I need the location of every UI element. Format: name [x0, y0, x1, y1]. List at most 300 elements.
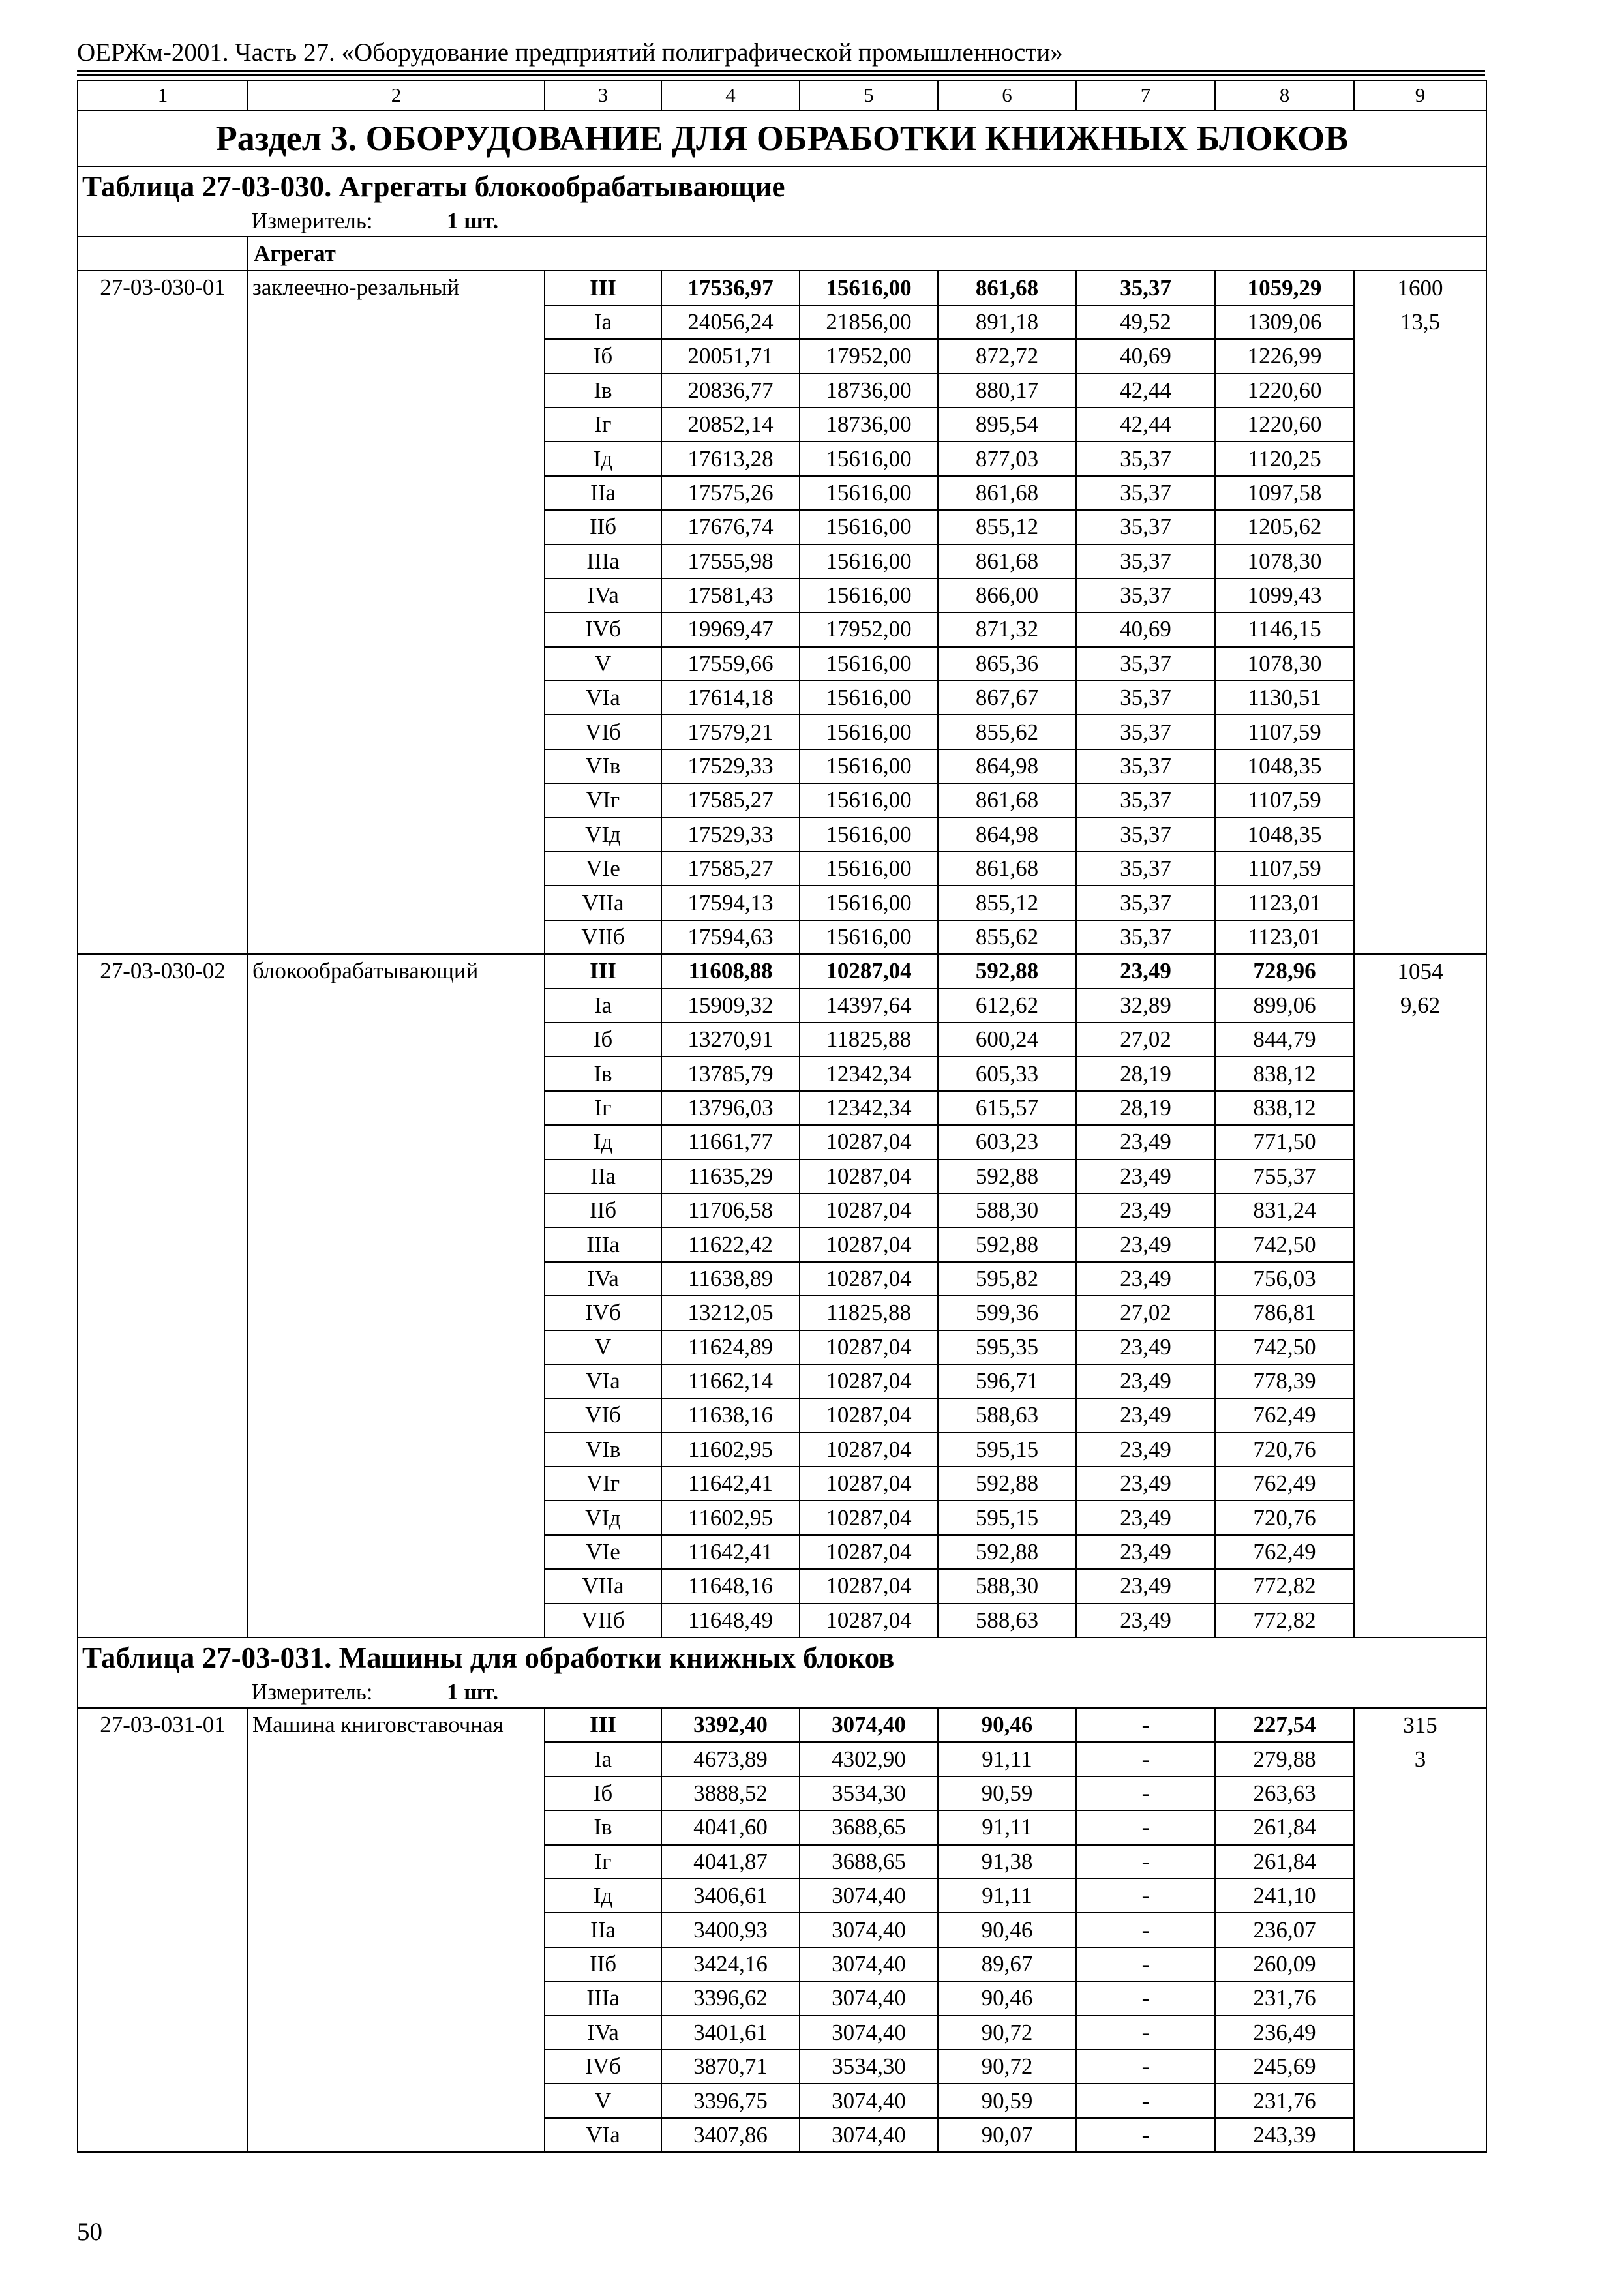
item-name-cont [248, 1330, 545, 1364]
value-cell: 15616,00 [800, 545, 938, 578]
table-row [78, 1501, 1486, 1534]
table-row [78, 510, 1486, 544]
zone-cell: VIIa [545, 886, 661, 920]
item-code-cont [78, 374, 248, 408]
value-cell: - [1076, 1708, 1215, 1742]
value-cell: 11825,88 [800, 1023, 938, 1056]
item-name-cont [248, 1159, 545, 1193]
value-cell: 18736,00 [800, 374, 938, 408]
value-cell: 23,49 [1076, 1398, 1215, 1432]
value-cell: 720,76 [1215, 1501, 1354, 1534]
zone-cell: IIa [545, 1913, 661, 1947]
col9-cell [1354, 1845, 1486, 1879]
item-code-cont [78, 715, 248, 749]
zone-cell: IIa [545, 1159, 661, 1193]
value-cell: 866,00 [938, 578, 1076, 612]
value-cell: 10287,04 [800, 1330, 938, 1364]
value-cell: 11661,77 [661, 1125, 800, 1159]
item-name-cont [248, 1091, 545, 1125]
item-code-cont [78, 2016, 248, 2050]
table-row [78, 1981, 1486, 2015]
col9-cell: 9,62 [1354, 989, 1486, 1023]
value-cell: 17676,74 [661, 510, 800, 544]
value-cell: 35,37 [1076, 749, 1215, 783]
zone-cell: VIд [545, 1501, 661, 1534]
value-cell: 15616,00 [800, 920, 938, 954]
item-code-cont [78, 1879, 248, 1913]
value-cell: 762,49 [1215, 1398, 1354, 1432]
value-cell: 15909,32 [661, 989, 800, 1023]
table-row [78, 1879, 1486, 1913]
item-name-cont [248, 476, 545, 510]
value-cell: 11608,88 [661, 954, 800, 988]
value-cell: 35,37 [1076, 886, 1215, 920]
value-cell: 91,11 [938, 1742, 1076, 1776]
value-cell: 3534,30 [800, 1776, 938, 1810]
value-cell: 236,07 [1215, 1913, 1354, 1947]
value-cell: 3074,40 [800, 2118, 938, 2152]
measure-value: 1 шт. [447, 208, 499, 233]
item-code-cont [78, 545, 248, 578]
table-row [78, 1262, 1486, 1296]
value-cell: 17585,27 [661, 852, 800, 886]
value-cell: - [1076, 2050, 1215, 2084]
col9-cell [1354, 374, 1486, 408]
value-cell: 23,49 [1076, 1227, 1215, 1261]
measure-label: Измеритель: [251, 1679, 373, 1705]
value-cell: 3074,40 [800, 1879, 938, 1913]
column-number: 3 [545, 80, 661, 110]
item-name-cont [248, 783, 545, 817]
value-cell: - [1076, 1913, 1215, 1947]
item-name-cont [248, 408, 545, 441]
measure-cell [78, 1677, 1486, 1708]
value-cell: 35,37 [1076, 783, 1215, 817]
col9-cell [1354, 578, 1486, 612]
value-cell: 15616,00 [800, 818, 938, 852]
item-name-cont [248, 612, 545, 646]
value-cell: 35,37 [1076, 510, 1215, 544]
item-name-cont [248, 1535, 545, 1569]
value-cell: 15616,00 [800, 715, 938, 749]
value-cell: 261,84 [1215, 1810, 1354, 1844]
item-code-cont [78, 920, 248, 954]
item-name-cont [248, 749, 545, 783]
value-cell: 261,84 [1215, 1845, 1354, 1879]
col9-cell [1354, 510, 1486, 544]
value-cell: 778,39 [1215, 1364, 1354, 1398]
item-name-cont [248, 1810, 545, 1844]
value-cell: 91,11 [938, 1879, 1076, 1913]
zone-cell: Iг [545, 1845, 661, 1879]
column-number-row [78, 80, 1486, 110]
value-cell: 40,69 [1076, 612, 1215, 646]
table-title: Таблица 27-03-031. Машины для обработки книжных блоков [78, 1638, 1486, 1677]
item-name-cont [248, 1125, 545, 1159]
value-cell: 17579,21 [661, 715, 800, 749]
item-name-cont [248, 1023, 545, 1056]
value-cell: 1146,15 [1215, 612, 1354, 646]
item-name-cont [248, 989, 545, 1023]
value-cell: 10287,04 [800, 1125, 938, 1159]
item-code-cont [78, 681, 248, 715]
value-cell: 772,82 [1215, 1569, 1354, 1603]
group-row [78, 237, 1486, 271]
item-name-cont [248, 818, 545, 852]
col9-cell [1354, 339, 1486, 373]
value-cell: 899,06 [1215, 989, 1354, 1023]
value-cell: 3870,71 [661, 2050, 800, 2084]
value-cell: 762,49 [1215, 1467, 1354, 1501]
table-row [78, 1845, 1486, 1879]
zone-cell: Iв [545, 1056, 661, 1090]
item-name-cont [248, 1296, 545, 1330]
value-cell: 90,07 [938, 2118, 1076, 2152]
table-row [78, 1159, 1486, 1193]
col9-cell [1354, 920, 1486, 954]
value-cell: 1097,58 [1215, 476, 1354, 510]
value-cell: 20051,71 [661, 339, 800, 373]
value-cell: 10287,04 [800, 954, 938, 988]
item-code-cont [78, 886, 248, 920]
value-cell: 17555,98 [661, 545, 800, 578]
value-cell: 11622,42 [661, 1227, 800, 1261]
zone-cell: V [545, 1330, 661, 1364]
item-name-cont [248, 1364, 545, 1398]
value-cell: 10287,04 [800, 1501, 938, 1534]
value-cell: 3392,40 [661, 1708, 800, 1742]
value-cell: 771,50 [1215, 1125, 1354, 1159]
col9-cell: 315 [1354, 1708, 1486, 1742]
value-cell: 3406,61 [661, 1879, 800, 1913]
item-name-cont [248, 1262, 545, 1296]
item-code-cont [78, 1569, 248, 1603]
col9-cell [1354, 441, 1486, 475]
item-code-cont [78, 1227, 248, 1261]
table-row [78, 2016, 1486, 2050]
value-cell: 21856,00 [800, 305, 938, 339]
col9-cell [1354, 408, 1486, 441]
item-code-cont [78, 852, 248, 886]
table-row [78, 1023, 1486, 1056]
value-cell: 1078,30 [1215, 647, 1354, 681]
item-name-cont [248, 2118, 545, 2152]
value-cell: 11642,41 [661, 1467, 800, 1501]
value-cell: 838,12 [1215, 1091, 1354, 1125]
table-title-row [78, 1638, 1486, 1677]
value-cell: 23,49 [1076, 1501, 1215, 1534]
zone-cell: VIг [545, 783, 661, 817]
value-cell: 10287,04 [800, 1262, 938, 1296]
value-cell: 1123,01 [1215, 886, 1354, 920]
item-code-cont [78, 441, 248, 475]
zone-cell: Iв [545, 374, 661, 408]
item-code-cont [78, 2118, 248, 2152]
value-cell: - [1076, 1981, 1215, 2015]
col9-cell [1354, 612, 1486, 646]
value-cell: 3688,65 [800, 1810, 938, 1844]
value-cell: 588,30 [938, 1193, 1076, 1227]
value-cell: 23,49 [1076, 1125, 1215, 1159]
value-cell: 861,68 [938, 852, 1076, 886]
value-cell: - [1076, 1776, 1215, 1810]
table-row [78, 1742, 1486, 1776]
table-row [78, 1227, 1486, 1261]
value-cell: 11662,14 [661, 1364, 800, 1398]
item-code-cont [78, 749, 248, 783]
value-cell: 15616,00 [800, 578, 938, 612]
value-cell: - [1076, 1947, 1215, 1981]
item-name-cont [248, 1776, 545, 1810]
col9-cell [1354, 886, 1486, 920]
column-number: 2 [248, 80, 545, 110]
col9-cell [1354, 1262, 1486, 1296]
col9-cell [1354, 749, 1486, 783]
value-cell: 17529,33 [661, 749, 800, 783]
item-name-cont [248, 1604, 545, 1638]
zone-cell: VIa [545, 681, 661, 715]
table-row [78, 715, 1486, 749]
value-cell: 14397,64 [800, 989, 938, 1023]
value-cell: 861,68 [938, 545, 1076, 578]
item-code-cont [78, 1604, 248, 1638]
value-cell: 605,33 [938, 1056, 1076, 1090]
item-code-cont [78, 1845, 248, 1879]
table-row [78, 2084, 1486, 2117]
table-row [78, 1467, 1486, 1501]
column-number: 9 [1354, 80, 1486, 110]
value-cell: 599,36 [938, 1296, 1076, 1330]
item-name: блокообрабатывающий [248, 954, 545, 988]
table-row [78, 954, 1486, 988]
value-cell: 42,44 [1076, 408, 1215, 441]
value-cell: 720,76 [1215, 1433, 1354, 1467]
item-code-cont [78, 1364, 248, 1398]
value-cell: 17952,00 [800, 339, 938, 373]
item-code-cont [78, 1981, 248, 2015]
value-cell: 35,37 [1076, 545, 1215, 578]
value-cell: 855,12 [938, 886, 1076, 920]
table-row [78, 408, 1486, 441]
item-code-cont [78, 1776, 248, 1810]
col9-cell [1354, 1776, 1486, 1810]
item-name-cont [248, 1433, 545, 1467]
item-name-cont [248, 1056, 545, 1090]
value-cell: 90,59 [938, 1776, 1076, 1810]
value-cell: 32,89 [1076, 989, 1215, 1023]
zone-cell: VIa [545, 1364, 661, 1398]
value-cell: - [1076, 1742, 1215, 1776]
col9-cell [1354, 1296, 1486, 1330]
value-cell: 23,49 [1076, 1535, 1215, 1569]
header-rule-2 [77, 74, 1485, 76]
item-code-cont [78, 1159, 248, 1193]
value-cell: 40,69 [1076, 339, 1215, 373]
table-row [78, 818, 1486, 852]
table-row [78, 1776, 1486, 1810]
zone-cell: Iб [545, 1776, 661, 1810]
value-cell: 27,02 [1076, 1296, 1215, 1330]
value-cell: 891,18 [938, 305, 1076, 339]
value-cell: 17581,43 [661, 578, 800, 612]
item-name-cont [248, 2016, 545, 2050]
value-cell: 23,49 [1076, 1159, 1215, 1193]
item-name-cont [248, 305, 545, 339]
value-cell: 35,37 [1076, 578, 1215, 612]
table-row [78, 271, 1486, 305]
item-name: Машина книговставочная [248, 1708, 545, 1742]
value-cell: 11648,49 [661, 1604, 800, 1638]
value-cell: 13270,91 [661, 1023, 800, 1056]
value-cell: 17594,63 [661, 920, 800, 954]
value-cell: 260,09 [1215, 1947, 1354, 1981]
value-cell: 15616,00 [800, 510, 938, 544]
value-cell: 11602,95 [661, 1501, 800, 1534]
col9-cell [1354, 1467, 1486, 1501]
value-cell: 17594,13 [661, 886, 800, 920]
column-number: 6 [938, 80, 1076, 110]
value-cell: 90,72 [938, 2050, 1076, 2084]
table-row [78, 1364, 1486, 1398]
value-cell: 872,72 [938, 339, 1076, 373]
table-title-row [78, 166, 1486, 206]
value-cell: 15616,00 [800, 441, 938, 475]
col9-cell [1354, 1398, 1486, 1432]
value-cell: 15616,00 [800, 271, 938, 305]
zone-cell: III [545, 271, 661, 305]
value-cell: 786,81 [1215, 1296, 1354, 1330]
page-header: ОЕРЖм-2001. Часть 27. «Оборудование предприятий полиграфической промышленности» [77, 38, 1063, 67]
zone-cell: VIe [545, 1535, 661, 1569]
value-cell: 772,82 [1215, 1604, 1354, 1638]
value-cell: 35,37 [1076, 476, 1215, 510]
value-cell: 871,32 [938, 612, 1076, 646]
item-name-cont [248, 2050, 545, 2084]
value-cell: 877,03 [938, 441, 1076, 475]
value-cell: 742,50 [1215, 1330, 1354, 1364]
item-code-cont [78, 2050, 248, 2084]
value-cell: 35,37 [1076, 852, 1215, 886]
table-row [78, 441, 1486, 475]
col9-cell [1354, 1091, 1486, 1125]
item-code-cont [78, 305, 248, 339]
value-cell: 592,88 [938, 1227, 1076, 1261]
value-cell: 23,49 [1076, 1364, 1215, 1398]
price-table [77, 80, 1487, 2153]
value-cell: 3888,52 [661, 1776, 800, 1810]
value-cell: 3396,62 [661, 1981, 800, 2015]
zone-cell: Iд [545, 441, 661, 475]
value-cell: 11602,95 [661, 1433, 800, 1467]
col9-cell [1354, 1364, 1486, 1398]
value-cell: 895,54 [938, 408, 1076, 441]
value-cell: 755,37 [1215, 1159, 1354, 1193]
value-cell: 844,79 [1215, 1023, 1354, 1056]
value-cell: 864,98 [938, 749, 1076, 783]
value-cell: 3074,40 [800, 1981, 938, 2015]
table-row [78, 1193, 1486, 1227]
value-cell: 35,37 [1076, 681, 1215, 715]
column-number: 7 [1076, 80, 1215, 110]
value-cell: 23,49 [1076, 1330, 1215, 1364]
zone-cell: IVб [545, 612, 661, 646]
zone-cell: III [545, 1708, 661, 1742]
column-number: 4 [661, 80, 800, 110]
item-name-cont [248, 715, 545, 749]
value-cell: 91,11 [938, 1810, 1076, 1844]
value-cell: 12342,34 [800, 1091, 938, 1125]
value-cell: 90,72 [938, 2016, 1076, 2050]
col9-cell [1354, 476, 1486, 510]
item-code-cont [78, 1330, 248, 1364]
value-cell: 861,68 [938, 271, 1076, 305]
item-name-cont [248, 578, 545, 612]
item-code-cont [78, 989, 248, 1023]
value-cell: 89,67 [938, 1947, 1076, 1981]
zone-cell: IVб [545, 2050, 661, 2084]
table-title: Таблица 27-03-030. Агрегаты блокообрабатывающие [78, 166, 1486, 206]
item-code-cont [78, 1742, 248, 1776]
value-cell: 595,15 [938, 1433, 1076, 1467]
value-cell: 10287,04 [800, 1433, 938, 1467]
value-cell: 15616,00 [800, 681, 938, 715]
item-code-cont [78, 1023, 248, 1056]
col9-cell [1354, 1947, 1486, 1981]
value-cell: 3407,86 [661, 2118, 800, 2152]
section-title: Раздел 3. ОБОРУДОВАНИЕ ДЛЯ ОБРАБОТКИ КНИЖНЫХ БЛОКОВ [78, 110, 1486, 166]
value-cell: 18736,00 [800, 408, 938, 441]
value-cell: 742,50 [1215, 1227, 1354, 1261]
col9-cell [1354, 1023, 1486, 1056]
item-name-cont [248, 1501, 545, 1534]
item-code-cont [78, 1125, 248, 1159]
value-cell: 10287,04 [800, 1467, 938, 1501]
item-code-cont [78, 476, 248, 510]
value-cell: 3401,61 [661, 2016, 800, 2050]
zone-cell: VIa [545, 2118, 661, 2152]
value-cell: 263,63 [1215, 1776, 1354, 1810]
item-name-cont [248, 1913, 545, 1947]
value-cell: 867,67 [938, 681, 1076, 715]
value-cell: 855,62 [938, 920, 1076, 954]
col9-cell [1354, 2050, 1486, 2084]
value-cell: 90,59 [938, 2084, 1076, 2117]
zone-cell: IIIa [545, 1981, 661, 2015]
value-cell: 19969,47 [661, 612, 800, 646]
item-code-cont [78, 339, 248, 373]
value-cell: 880,17 [938, 374, 1076, 408]
col9-cell: 13,5 [1354, 305, 1486, 339]
value-cell: 831,24 [1215, 1193, 1354, 1227]
zone-cell: Iб [545, 1023, 661, 1056]
value-cell: 10287,04 [800, 1364, 938, 1398]
value-cell: 10287,04 [800, 1398, 938, 1432]
value-cell: 11648,16 [661, 1569, 800, 1603]
value-cell: 4302,90 [800, 1742, 938, 1776]
zone-cell: V [545, 2084, 661, 2117]
item-code-cont [78, 1296, 248, 1330]
section-row [78, 110, 1486, 166]
value-cell: 855,12 [938, 510, 1076, 544]
table-row [78, 886, 1486, 920]
table-row [78, 852, 1486, 886]
value-cell: 245,69 [1215, 2050, 1354, 2084]
value-cell: 23,49 [1076, 1467, 1215, 1501]
item-code-cont [78, 1056, 248, 1090]
value-cell: 11635,29 [661, 1159, 800, 1193]
item-code-cont [78, 578, 248, 612]
zone-cell: Ia [545, 305, 661, 339]
